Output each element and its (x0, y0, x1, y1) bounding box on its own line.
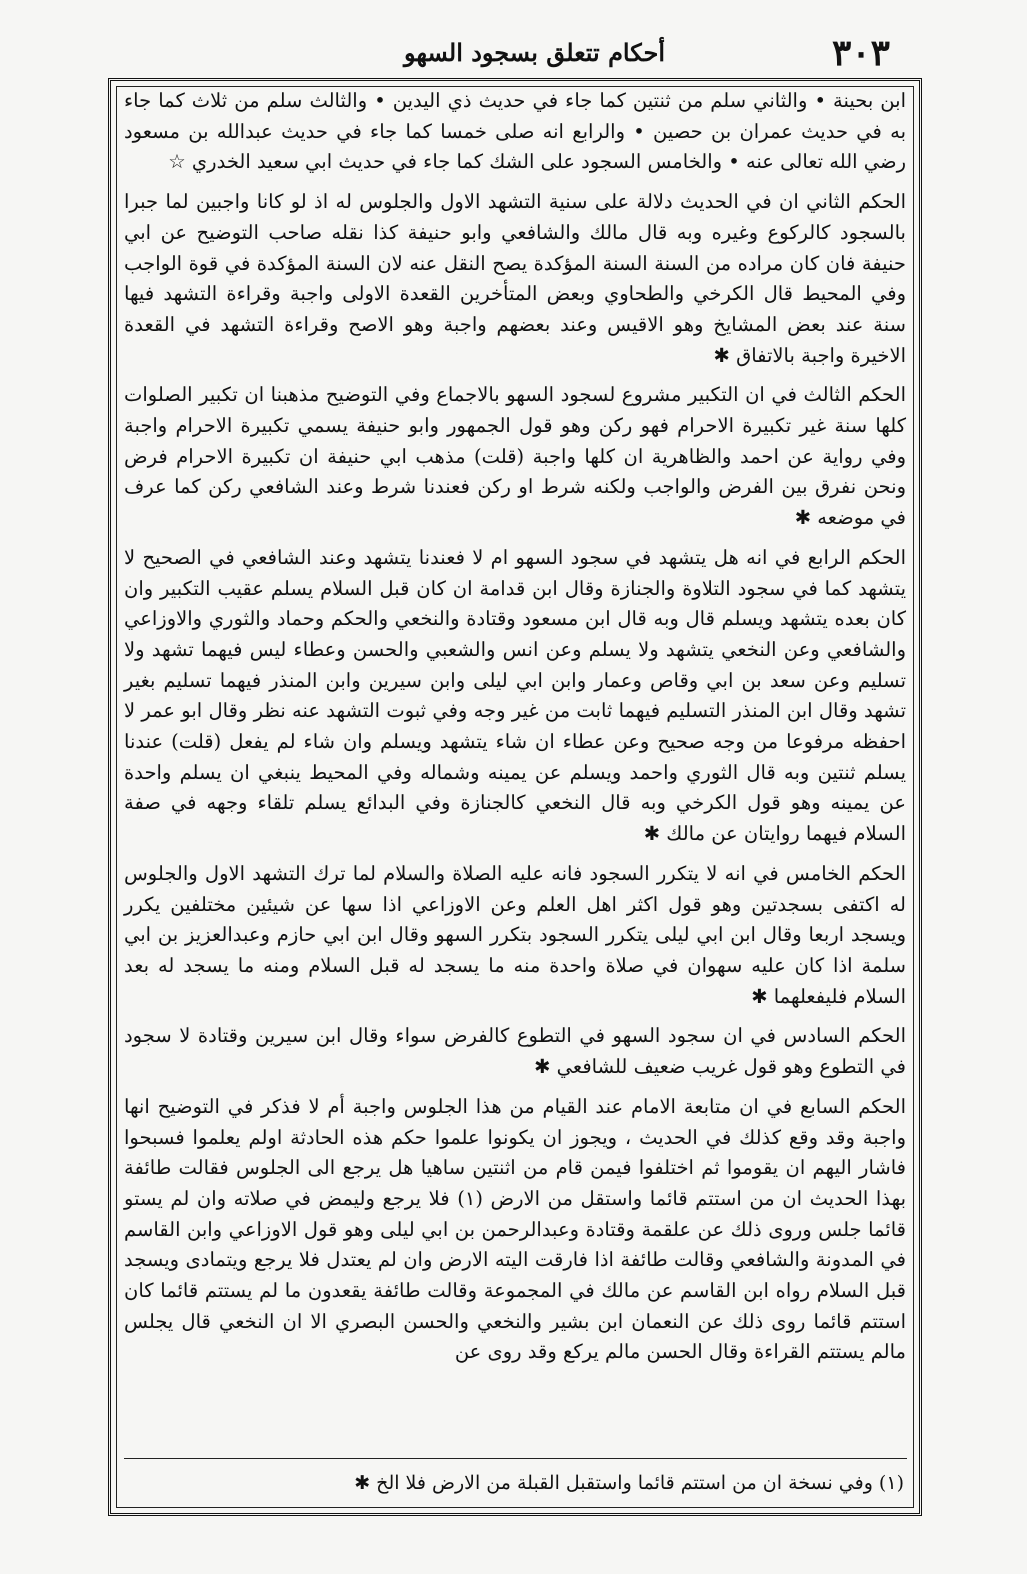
paragraph-1: ابن بحينة • والثاني سلم من ثنتين كما جاء في حديث ذي اليدين • والثالث سلم من ثلاث كما جاء به في حديث عمران بن حصين • والرابع انه صلى خمسا كما جاء في حديث عبدالله بن مسعود رضي الله تعالى عنه • والخامس السجود على الشك كما جاء في حديث ابي سعيد الخدري ☆ (124, 89, 906, 174)
page-header (110, 28, 910, 80)
paragraph-6: الحكم السادس في ان سجود السهو في التطوع كالفرض سواء وقال ابن سيرين وقتادة لا سجود في التطوع وهو قول غريب ضعيف للشافعي ✱ (124, 1024, 906, 1079)
page-number: ٣٠٣ (831, 32, 890, 74)
paragraph-2: الحكم الثاني ان في الحديث دلالة على سنية التشهد الاول والجلوس له اذ لو كانا واجبين لما جبرا بالسجود كالركوع وغيره وبه قال مالك والشافعي وابو حنيفة كذا نقله صاحب التوضيح عن ابي حنيفة فان كان مراده من السنة السنة المؤكدة يصح النقل عنه لان السنة المؤكدة في قوة الواجب وفي المحيط قال الكرخي والطحاوي وبعض المتأخرين القعدة الاولى واجبة وقراءة التشهد فيها سنة عند بعض المشايخ وهو الاقيس وعند بعضهم واجبة وهو الاصح وقراءة التشهد في القعدة الاخيرة واجبة بالاتفاق ✱ (124, 190, 906, 367)
footnote-divider (124, 1458, 907, 1459)
paragraph-3: الحكم الثالث في ان التكبير مشروع لسجود السهو بالاجماع وفي التوضيح مذهبنا ان تكبير الصلوات كلها سنة غير تكبيرة الاحرام فهو ركن وهو قول الجمهور وابو حنيفة يسمي تكبيرة الاحرام واجبة وفي رواية عن احمد والظاهرية ان كلها واجبة (قلت) مذهب ابي حنيفة ان تكبيرة الاحرام فرض ونحن نفرق بين الفرض والواجب ولكنه شرط او ركن فعندنا شرط وعند الشافعي ركن كما عرف في موضعه ✱ (124, 383, 906, 530)
paragraph-5: الحكم الخامس في انه لا يتكرر السجود فانه عليه الصلاة والسلام لما ترك التشهد الاول والجلوس له اكتفى بسجدتين وهو قول اكثر اهل العلم وعن الاوزاعي اذا سها عن شيئين مختلفين يكرر ويسجد اربعا وقال ابن ابي ليلى يتكرر السجود بتكرر السهو وقال ابن ابي حازم وعبدالعزيز بن ابي سلمة اذا كان عليه سهوان في صلاة واحدة منه ما يسجد له قبل السلام ومنه ما يسجد له بعد السلام فليفعلهما ✱ (124, 861, 906, 1008)
body-text (118, 86, 912, 1462)
paragraph-7: الحكم السابع في ان متابعة الامام عند القيام من هذا الجلوس واجبة أم لا فذكر في التوضيح انها واجبة وقد وقع كذلك في الحديث ، ويجوز ان يكونوا علموا حكم هذه الحادثة اولم يعلموا فسبحوا فاشار اليهم ان يقوموا ثم اختلفوا فيمن قام من اثنتين ساهيا هل يرجع الى الجلوس فقالت طائفة بهذا الحديث ان من استتم قائما واستقل من الارض (١) فلا يرجع وليمض في صلاته وان لم يستو قائما جلس وروى ذلك عن علقمة وقتادة وعبدالرحمن بن ابي ليلى وهو قول الاوزاعي وابن القاسم في المدونة والشافعي وقالت طائفة اذا فارقت اليته الارض وان لم يعتدل فلا يرجع ويتمادى ويسجد قبل السلام رواه ابن القاسم عن مالك في المجموعة وقالت طائفة يقعدون ما لم يستتم قائما كان استتم قائما روى ذلك عن النعمان ابن بشير والنخعي والحسن البصري الا ان النخعي قال يجلس مالم يستتم القراءة وقال الحسن مالم يركع وقد روى عن (124, 1094, 907, 1364)
running-title: أحكام تتعلق بسجود السهو (404, 38, 665, 67)
footnote: (١) وفي نسخة ان من استتم قائما واستقبل القبلة من الارض فلا الخ ✱ (354, 1472, 904, 1494)
paragraph-4: الحكم الرابع في انه هل يتشهد في سجود السهو ام لا فعندنا يتشهد وعند الشافعي في الصحيح لا يتشهد كما في سجود التلاوة والجنازة وقال ابن قدامة ان كان قبل السلام يسلم عقيب التكبير وان كان بعده يتشهد ويسلم قال وبه قال ابن مسعود وقتادة والنخعي والحكم وحماد والثوري والاوزاعي والشافعي وعن النخعي يتشهد ولا يسلم وعن انس والشعبي والحسن وعطاء ليس فيهما تشهد ولا تسليم وعن سعد بن ابي وقاص وعمار وابن ابي ليلى وابن سيرين وابن المنذر فيهما تسليم بغير تشهد وقال ابن المنذر التسليم فيهما ثابت من غير وجه وفي ثبوت التشهد عنه نظر وقال ابو عمر لا احفظه مرفوعا من وجه صحيح وعن عطاء ان شاء يتشهد ويسلم وان شاء لم يفعل (قلت) عندنا يسلم ثنتين وبه قال الثوري واحمد ويسلم عن يمينه وشماله وفي المحيط ينبغي ان يسلم واحدة عن يمينه وهو قول الكرخي وبه قال النخعي كالجنازة وفي البدائع يسلم تلقاء وجهه في صفة السلام فيهما روايتان عن مالك ✱ (124, 545, 906, 846)
